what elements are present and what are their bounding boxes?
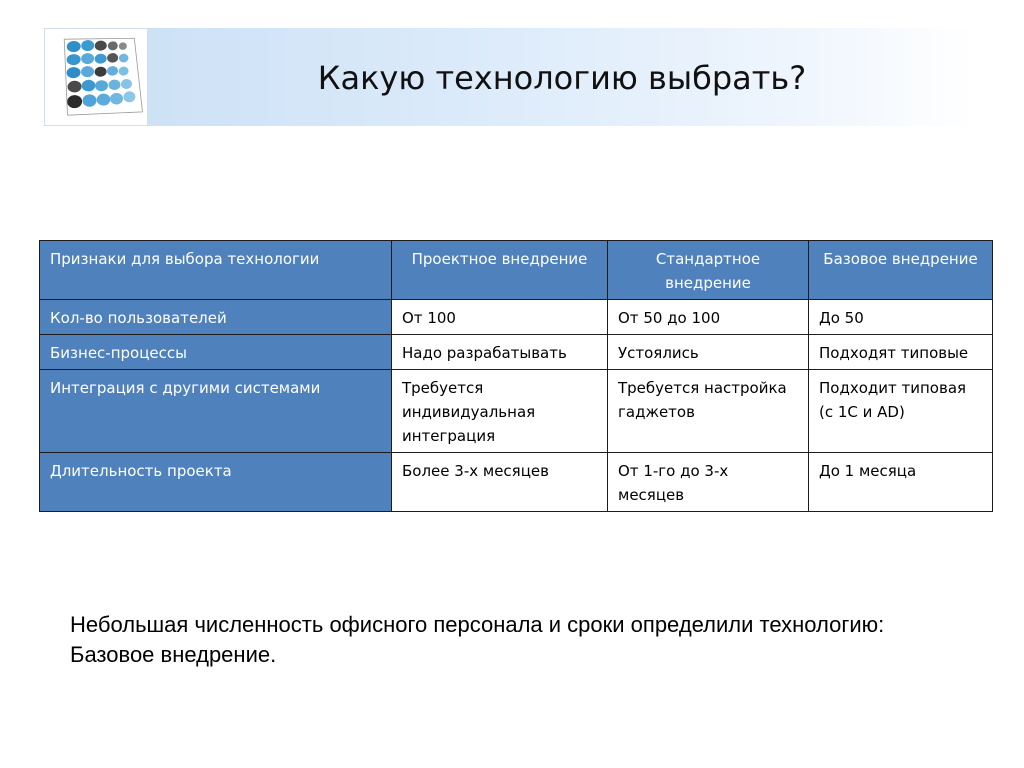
table-row [40, 300, 993, 335]
table-cell: Требуется настройка гаджетов [608, 370, 809, 453]
table-cell: Подходит типовая (с 1С и AD) [809, 370, 993, 453]
column-header: Проектное внедрение [392, 241, 608, 300]
table-row [40, 453, 993, 512]
table-cell: От 100 [392, 300, 608, 335]
table-cell: Подходят типовые [809, 335, 993, 370]
table-header-row [40, 241, 993, 300]
column-header: Стандартное внедрение [608, 241, 809, 300]
row-label: Интеграция с другими системами [40, 370, 392, 453]
column-header: Признаки для выбора технологии [40, 241, 392, 300]
table-row [40, 370, 993, 453]
conclusion-text: Небольшая численность офисного персонала и сроки определили технологию: Базовое внедрение. [70, 612, 885, 667]
table-row [40, 335, 993, 370]
table-cell: До 50 [809, 300, 993, 335]
table-cell: До 1 месяца [809, 453, 993, 512]
table-cell: Требуется индивидуальная интеграция [392, 370, 608, 453]
row-label: Длительность проекта [40, 453, 392, 512]
table-cell: Устоялись [608, 335, 809, 370]
page-title: Какую технологию выбрать? [317, 59, 807, 97]
table-cell: Более 3-х месяцев [392, 453, 608, 512]
table-cell: Надо разрабатывать [392, 335, 608, 370]
column-header: Базовое внедрение [809, 241, 993, 300]
comparison-table [39, 240, 993, 512]
dot-grid-logo-icon [45, 29, 149, 127]
table-cell: От 50 до 100 [608, 300, 809, 335]
table-cell: От 1-го до 3-х месяцев [608, 453, 809, 512]
row-label: Кол-во пользователей [40, 300, 392, 335]
row-label: Бизнес-процессы [40, 335, 392, 370]
logo [44, 28, 148, 126]
